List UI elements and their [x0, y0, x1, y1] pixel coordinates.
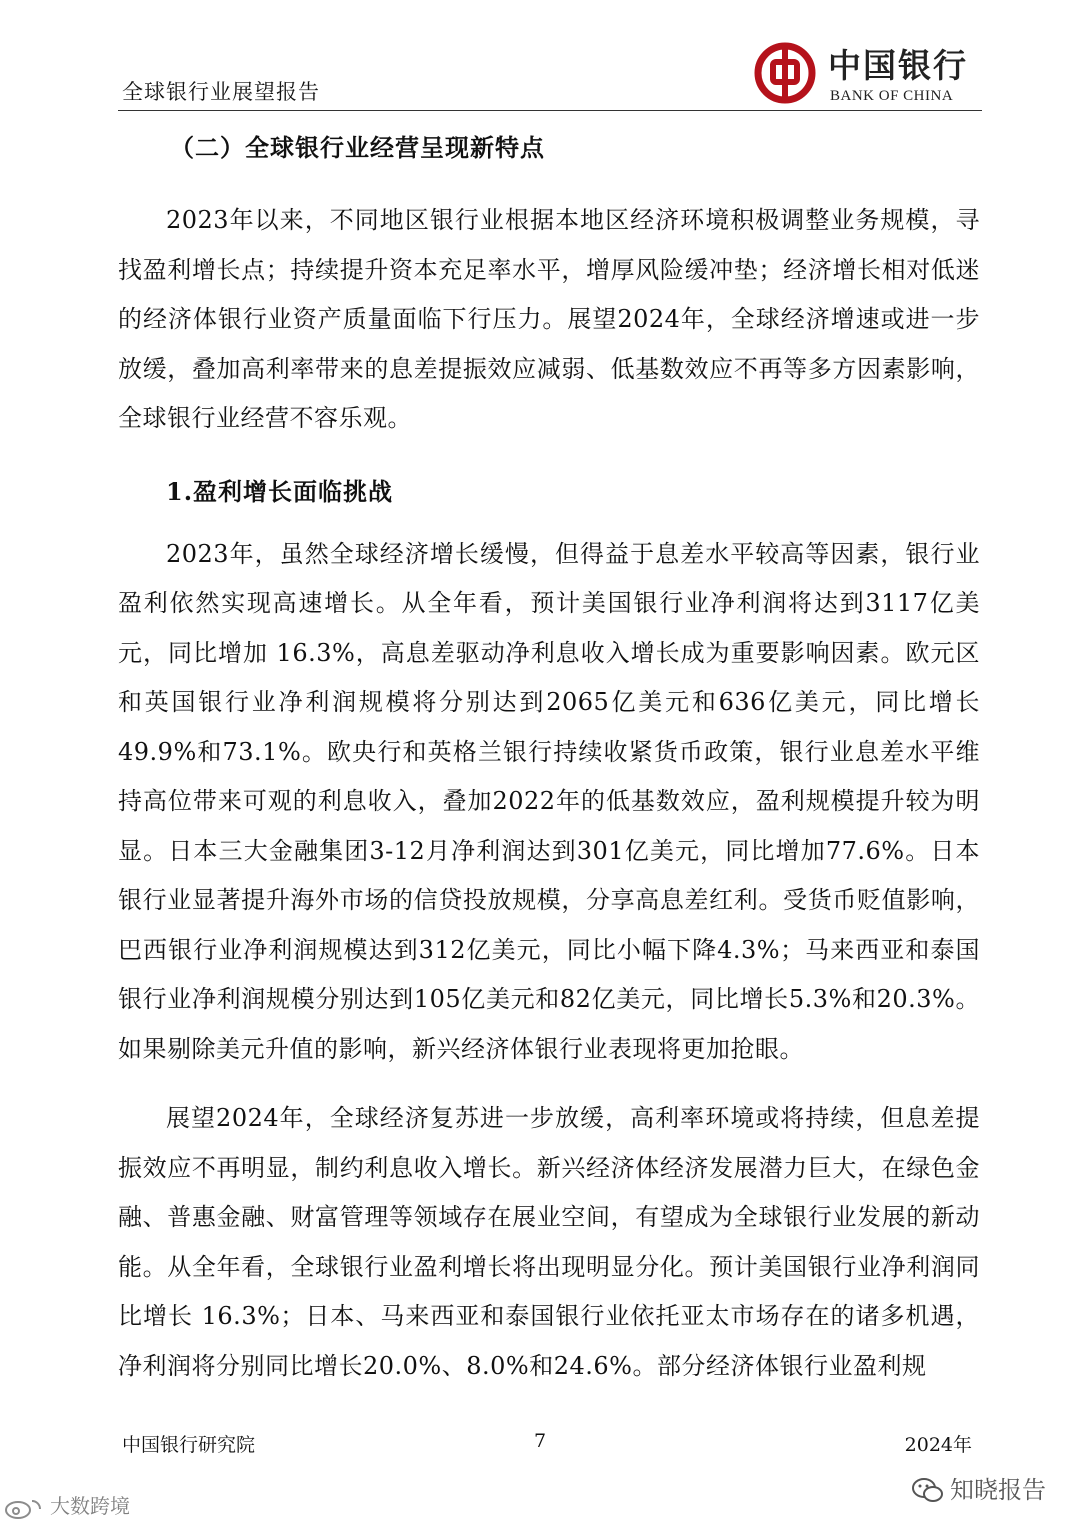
profit-paragraph-2023: 2023年，虽然全球经济增长缓慢，但得益于息差水平较高等因素，银行业盈利依然实现高速增长。从全年看，预计美国银行业净利润将达到3117亿美元，同比增加 16.3%，高息差驱动净利息收入增长成为重要影响因素。欧元区和英国银行业净利润规模将分别达到2065亿美元和636亿美元，同比增长49.9%和73.1%。欧央行和英格兰银行持续收紧货币政策，银行业息差水平维持高位带来可观的利息收入，叠加2022年的低基数效应，盈利规模提升较为明显。日本三大金融集团3-12月净利润达到301亿美元，同比增加77.6%。日本银行业显著提升海外市场的信贷投放规模，分享高息差红利。受货币贬值影响，巴西银行业净利润规模达到312亿美元，同比小幅下降4.3%；马来西亚和泰国银行业净利润规模分别达到105亿美元和82亿美元，同比增长5.3%和20.3%。如果剔除美元升值的影响，新兴经济体银行业表现将更加抢眼。	[118, 539, 980, 1063]
watermark-right-text: 知晓报告	[950, 1476, 1046, 1504]
intro-paragraph: 2023年以来，不同地区银行业根据本地区经济环境积极调整业务规模，寻找盈利增长点；持续提升资本充足率水平，增厚风险缓冲垫；经济增长相对低迷的经济体银行业资产质量面临下行压力。展望2024年，全球经济增速或进一步放缓，叠加高利率带来的息差提振效应减弱、低基数效应不再等多方因素影响，全球银行业经营不容乐观。	[118, 206, 980, 432]
header-divider	[118, 110, 982, 111]
page-body	[118, 130, 980, 1391]
wechat-icon	[912, 1477, 944, 1505]
watermark-left	[4, 1490, 130, 1519]
bank-logo	[754, 40, 984, 110]
page-header	[0, 0, 1080, 115]
subsection-heading: 1.盈利增长面临挑战	[166, 476, 394, 506]
watermark-right	[912, 1470, 1046, 1505]
page-number: 7	[533, 1430, 547, 1452]
logo-english-text: BANK OF CHINA	[830, 88, 954, 104]
watermark-left-text: 大数跨境	[50, 1494, 130, 1518]
bank-of-china-emblem-icon	[754, 42, 816, 104]
page-footer	[0, 1430, 1080, 1470]
logo-chinese-text: 中国银行	[828, 46, 968, 85]
weibo-icon	[4, 1497, 44, 1519]
outlook-paragraph-2024: 展望2024年，全球经济复苏进一步放缓，高利率环境或将持续，但息差提振效应不再明显，制约利息收入增长。新兴经济体经济发展潜力巨大，在绿色金融、普惠金融、财富管理等领域存在展业空间，有望成为全球银行业发展的新动能。从全年看，全球银行业盈利增长将出现明显分化。预计美国银行业净利润同比增长 16.3%；日本、马来西亚和泰国银行业依托亚太市场存在的诸多机遇，净利润将分别同比增长20.0%、8.0%和24.6%。部分经济体银行业盈利规	[118, 1104, 980, 1380]
footer-institution: 中国银行研究院	[122, 1434, 256, 1456]
section-heading: （二）全球银行业经营呈现新特点	[170, 133, 545, 162]
footer-year: 2024年	[904, 1434, 972, 1456]
report-title: 全球银行业展望报告	[122, 80, 320, 104]
